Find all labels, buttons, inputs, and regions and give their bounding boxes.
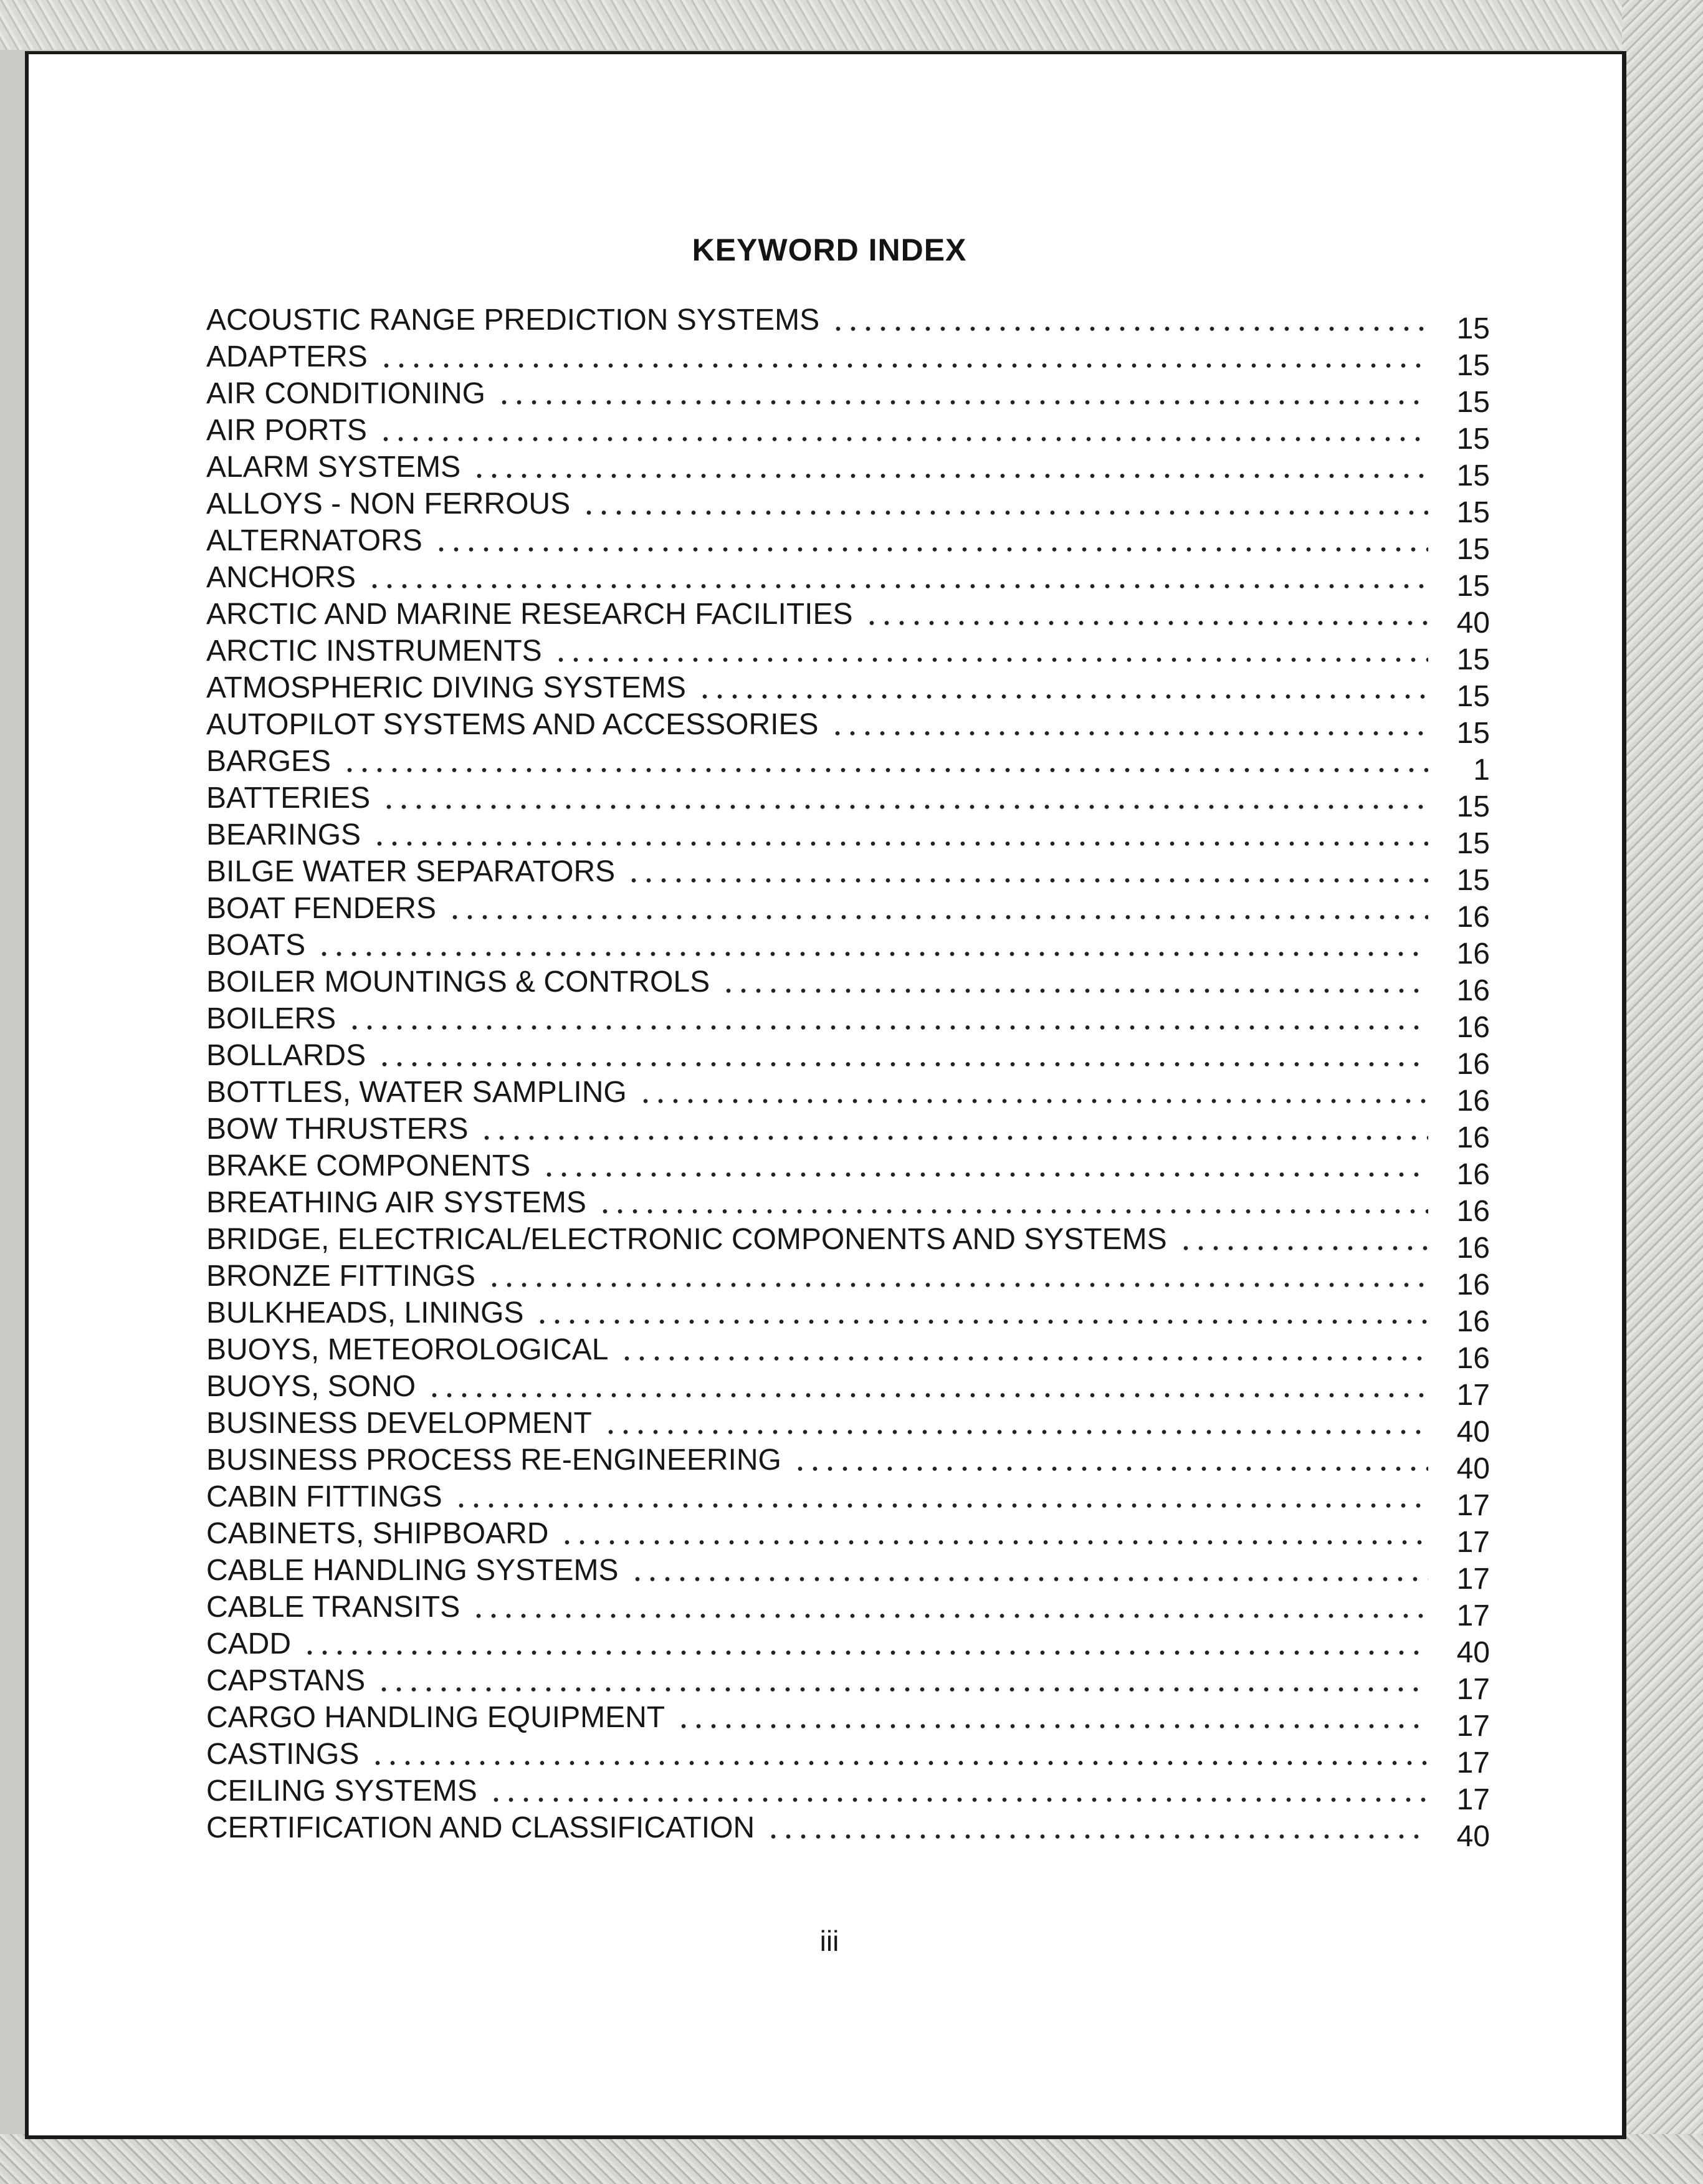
index-page-number: 17 bbox=[1428, 1561, 1490, 1597]
index-entry bbox=[206, 559, 1490, 603]
index-term: BEARINGS bbox=[206, 817, 372, 853]
dot-leader bbox=[489, 1773, 1428, 1809]
index-entry bbox=[206, 1111, 1490, 1154]
index-entry bbox=[206, 1478, 1490, 1522]
dot-leader bbox=[766, 1809, 1428, 1846]
index-entry bbox=[206, 486, 1490, 529]
index-page-number: 16 bbox=[1428, 1340, 1490, 1377]
index-entry bbox=[206, 1589, 1490, 1632]
index-term: ACOUSTIC RANGE PREDICTION SYSTEMS bbox=[206, 302, 831, 338]
index-term: BOTTLES, WATER SAMPLING bbox=[206, 1074, 638, 1111]
index-page-number: 16 bbox=[1428, 1083, 1490, 1119]
dot-leader bbox=[370, 1736, 1428, 1773]
index-term: ALARM SYSTEMS bbox=[206, 449, 472, 486]
index-entry bbox=[206, 853, 1490, 897]
index-page-number: 17 bbox=[1428, 1671, 1490, 1708]
scanned-page bbox=[25, 51, 1626, 2139]
index-term: CERTIFICATION AND CLASSIFICATION bbox=[206, 1809, 766, 1846]
index-entry bbox=[206, 1184, 1490, 1228]
dot-leader bbox=[553, 633, 1428, 669]
index-page-number: 15 bbox=[1428, 384, 1490, 421]
index-page-number: 16 bbox=[1428, 1119, 1490, 1156]
index-page-number: 40 bbox=[1428, 1818, 1490, 1855]
index-page-number: 16 bbox=[1428, 936, 1490, 972]
index-term: BRIDGE, ELECTRICAL/ELECTRONIC COMPONENTS AND SYSTEMS bbox=[206, 1221, 1178, 1258]
index-page-number: 15 bbox=[1428, 678, 1490, 715]
index-page-number: 17 bbox=[1428, 1597, 1490, 1634]
index-page-number: 40 bbox=[1428, 1634, 1490, 1671]
keyword-index-list bbox=[206, 302, 1490, 1853]
index-entry bbox=[206, 1295, 1490, 1338]
dot-leader bbox=[793, 1442, 1428, 1478]
dot-leader bbox=[830, 706, 1429, 743]
index-entry bbox=[206, 1552, 1490, 1596]
index-term: ANCHORS bbox=[206, 559, 367, 596]
index-term: BILGE WATER SEPARATORS bbox=[206, 853, 626, 890]
index-entry bbox=[206, 964, 1490, 1007]
dot-leader bbox=[479, 1111, 1428, 1147]
index-page-number: 15 bbox=[1428, 715, 1490, 752]
index-page-number: 15 bbox=[1428, 568, 1490, 605]
dot-leader bbox=[697, 669, 1428, 706]
scan-background-right bbox=[1622, 0, 1703, 2184]
index-entry bbox=[206, 375, 1490, 419]
index-entry bbox=[206, 1809, 1490, 1853]
index-entry bbox=[206, 522, 1490, 566]
dot-leader bbox=[381, 780, 1428, 817]
index-term: BOW THRUSTERS bbox=[206, 1111, 479, 1147]
index-term: ARCTIC AND MARINE RESEARCH FACILITIES bbox=[206, 596, 864, 633]
dot-leader bbox=[541, 1147, 1428, 1184]
index-entry bbox=[206, 412, 1490, 456]
index-entry bbox=[206, 706, 1490, 750]
index-term: ATMOSPHERIC DIVING SYSTEMS bbox=[206, 669, 697, 706]
dot-leader bbox=[497, 375, 1428, 412]
index-entry bbox=[206, 1331, 1490, 1375]
index-page-number: 17 bbox=[1428, 1524, 1490, 1561]
index-page-number: 17 bbox=[1428, 1708, 1490, 1745]
index-page-number: 15 bbox=[1428, 825, 1490, 862]
index-term: CABLE TRANSITS bbox=[206, 1589, 471, 1626]
dot-leader bbox=[434, 522, 1428, 559]
index-page-number: 16 bbox=[1428, 1230, 1490, 1267]
index-term: BUOYS, SONO bbox=[206, 1368, 427, 1405]
dot-leader bbox=[377, 1037, 1428, 1074]
index-term: BUOYS, METEOROLOGICAL bbox=[206, 1331, 619, 1368]
index-entry bbox=[206, 817, 1490, 860]
index-page-number: 17 bbox=[1428, 1781, 1490, 1818]
dot-leader bbox=[598, 1184, 1428, 1221]
index-entry bbox=[206, 1515, 1490, 1559]
index-page-number: 15 bbox=[1428, 421, 1490, 457]
index-page-number: 16 bbox=[1428, 899, 1490, 936]
dot-leader bbox=[302, 1626, 1428, 1662]
index-term: CABINETS, SHIPBOARD bbox=[206, 1515, 560, 1552]
dot-leader bbox=[676, 1699, 1428, 1736]
dot-leader bbox=[347, 1000, 1428, 1037]
index-page-number: 16 bbox=[1428, 1046, 1490, 1083]
index-entry bbox=[206, 780, 1490, 823]
dot-leader bbox=[372, 817, 1428, 853]
index-entry bbox=[206, 1736, 1490, 1779]
index-term: ADAPTERS bbox=[206, 338, 379, 375]
index-entry bbox=[206, 743, 1490, 787]
dot-leader bbox=[427, 1368, 1428, 1405]
index-page-number: 40 bbox=[1428, 1414, 1490, 1450]
index-term: BRAKE COMPONENTS bbox=[206, 1147, 541, 1184]
dot-leader bbox=[638, 1074, 1428, 1111]
index-entry bbox=[206, 1699, 1490, 1743]
dot-leader bbox=[831, 302, 1428, 338]
index-term: CABIN FITTINGS bbox=[206, 1478, 454, 1515]
index-term: ALLOYS - NON FERROUS bbox=[206, 486, 581, 522]
index-entry bbox=[206, 1662, 1490, 1706]
dot-leader bbox=[342, 743, 1428, 780]
index-entry bbox=[206, 1000, 1490, 1044]
dot-leader bbox=[619, 1331, 1428, 1368]
dot-leader bbox=[317, 927, 1428, 964]
index-page-number: 15 bbox=[1428, 347, 1490, 384]
index-entry bbox=[206, 302, 1490, 345]
index-entry bbox=[206, 449, 1490, 492]
dot-leader bbox=[560, 1515, 1428, 1552]
dot-leader bbox=[630, 1552, 1429, 1589]
index-term: CASTINGS bbox=[206, 1736, 370, 1773]
dot-leader bbox=[378, 412, 1428, 449]
index-term: CADD bbox=[206, 1626, 302, 1662]
index-term: CARGO HANDLING EQUIPMENT bbox=[206, 1699, 676, 1736]
dot-leader bbox=[581, 486, 1428, 522]
page-number-footer: iii bbox=[819, 1925, 839, 1957]
index-page-number: 1 bbox=[1428, 752, 1490, 788]
index-page-number: 15 bbox=[1428, 310, 1490, 347]
index-page-number: 17 bbox=[1428, 1487, 1490, 1524]
index-term: AIR CONDITIONING bbox=[206, 375, 497, 412]
index-page-number: 16 bbox=[1428, 1303, 1490, 1340]
index-page-number: 16 bbox=[1428, 1267, 1490, 1303]
index-page-number: 15 bbox=[1428, 788, 1490, 825]
index-page-number: 15 bbox=[1428, 457, 1490, 494]
index-entry bbox=[206, 1147, 1490, 1191]
index-term: BUSINESS PROCESS RE-ENGINEERING bbox=[206, 1442, 793, 1478]
index-entry bbox=[206, 1074, 1490, 1118]
index-page-number: 40 bbox=[1428, 605, 1490, 641]
index-term: BOILERS bbox=[206, 1000, 347, 1037]
index-term: AUTOPILOT SYSTEMS AND ACCESSORIES bbox=[206, 706, 830, 743]
index-page-number: 16 bbox=[1428, 1156, 1490, 1193]
index-entry bbox=[206, 669, 1490, 713]
dot-leader bbox=[626, 853, 1428, 890]
page-title: KEYWORD INDEX bbox=[692, 232, 967, 267]
dot-leader bbox=[454, 1478, 1428, 1515]
index-entry bbox=[206, 927, 1490, 970]
dot-leader bbox=[721, 964, 1428, 1000]
index-page-number: 16 bbox=[1428, 1193, 1490, 1230]
index-entry bbox=[206, 1037, 1490, 1081]
index-entry bbox=[206, 1405, 1490, 1449]
index-term: BOLLARDS bbox=[206, 1037, 377, 1074]
index-entry bbox=[206, 1773, 1490, 1816]
index-term: BUSINESS DEVELOPMENT bbox=[206, 1405, 603, 1442]
index-term: BATTERIES bbox=[206, 780, 381, 817]
index-term: ALTERNATORS bbox=[206, 522, 434, 559]
dot-leader bbox=[447, 890, 1428, 927]
index-page-number: 40 bbox=[1428, 1450, 1490, 1487]
index-entry bbox=[206, 596, 1490, 639]
index-entry bbox=[206, 1258, 1490, 1301]
index-page-number: 15 bbox=[1428, 862, 1490, 899]
dot-leader bbox=[864, 596, 1428, 633]
dot-leader bbox=[379, 338, 1428, 375]
index-term: BREATHING AIR SYSTEMS bbox=[206, 1184, 598, 1221]
dot-leader bbox=[1178, 1221, 1428, 1258]
index-term: CABLE HANDLING SYSTEMS bbox=[206, 1552, 630, 1589]
index-page-number: 15 bbox=[1428, 531, 1490, 568]
index-term: CEILING SYSTEMS bbox=[206, 1773, 489, 1809]
index-term: BOAT FENDERS bbox=[206, 890, 447, 927]
index-term: BOATS bbox=[206, 927, 317, 964]
dot-leader bbox=[367, 559, 1428, 596]
index-term: AIR PORTS bbox=[206, 412, 378, 449]
index-entry bbox=[206, 1442, 1490, 1485]
index-entry bbox=[206, 890, 1490, 934]
dot-leader bbox=[487, 1258, 1428, 1295]
index-term: BRONZE FITTINGS bbox=[206, 1258, 487, 1295]
index-term: BARGES bbox=[206, 743, 342, 780]
dot-leader bbox=[603, 1405, 1428, 1442]
index-entry bbox=[206, 1368, 1490, 1412]
dot-leader bbox=[535, 1295, 1428, 1331]
index-page-number: 15 bbox=[1428, 641, 1490, 678]
index-term: ARCTIC INSTRUMENTS bbox=[206, 633, 553, 669]
index-page-number: 17 bbox=[1428, 1745, 1490, 1781]
dot-leader bbox=[472, 449, 1428, 486]
index-entry bbox=[206, 338, 1490, 382]
index-page-number: 15 bbox=[1428, 494, 1490, 531]
index-page-number: 16 bbox=[1428, 1009, 1490, 1046]
scan-background-bottom bbox=[0, 2134, 1703, 2184]
index-term: BOILER MOUNTINGS & CONTROLS bbox=[206, 964, 721, 1000]
dot-leader bbox=[471, 1589, 1428, 1626]
scan-background-top bbox=[0, 0, 1703, 50]
index-term: CAPSTANS bbox=[206, 1662, 376, 1699]
index-entry bbox=[206, 1626, 1490, 1669]
index-page-number: 17 bbox=[1428, 1377, 1490, 1414]
index-page-number: 16 bbox=[1428, 972, 1490, 1009]
index-entry bbox=[206, 1221, 1490, 1265]
dot-leader bbox=[376, 1662, 1428, 1699]
index-entry bbox=[206, 633, 1490, 676]
index-term: BULKHEADS, LININGS bbox=[206, 1295, 535, 1331]
